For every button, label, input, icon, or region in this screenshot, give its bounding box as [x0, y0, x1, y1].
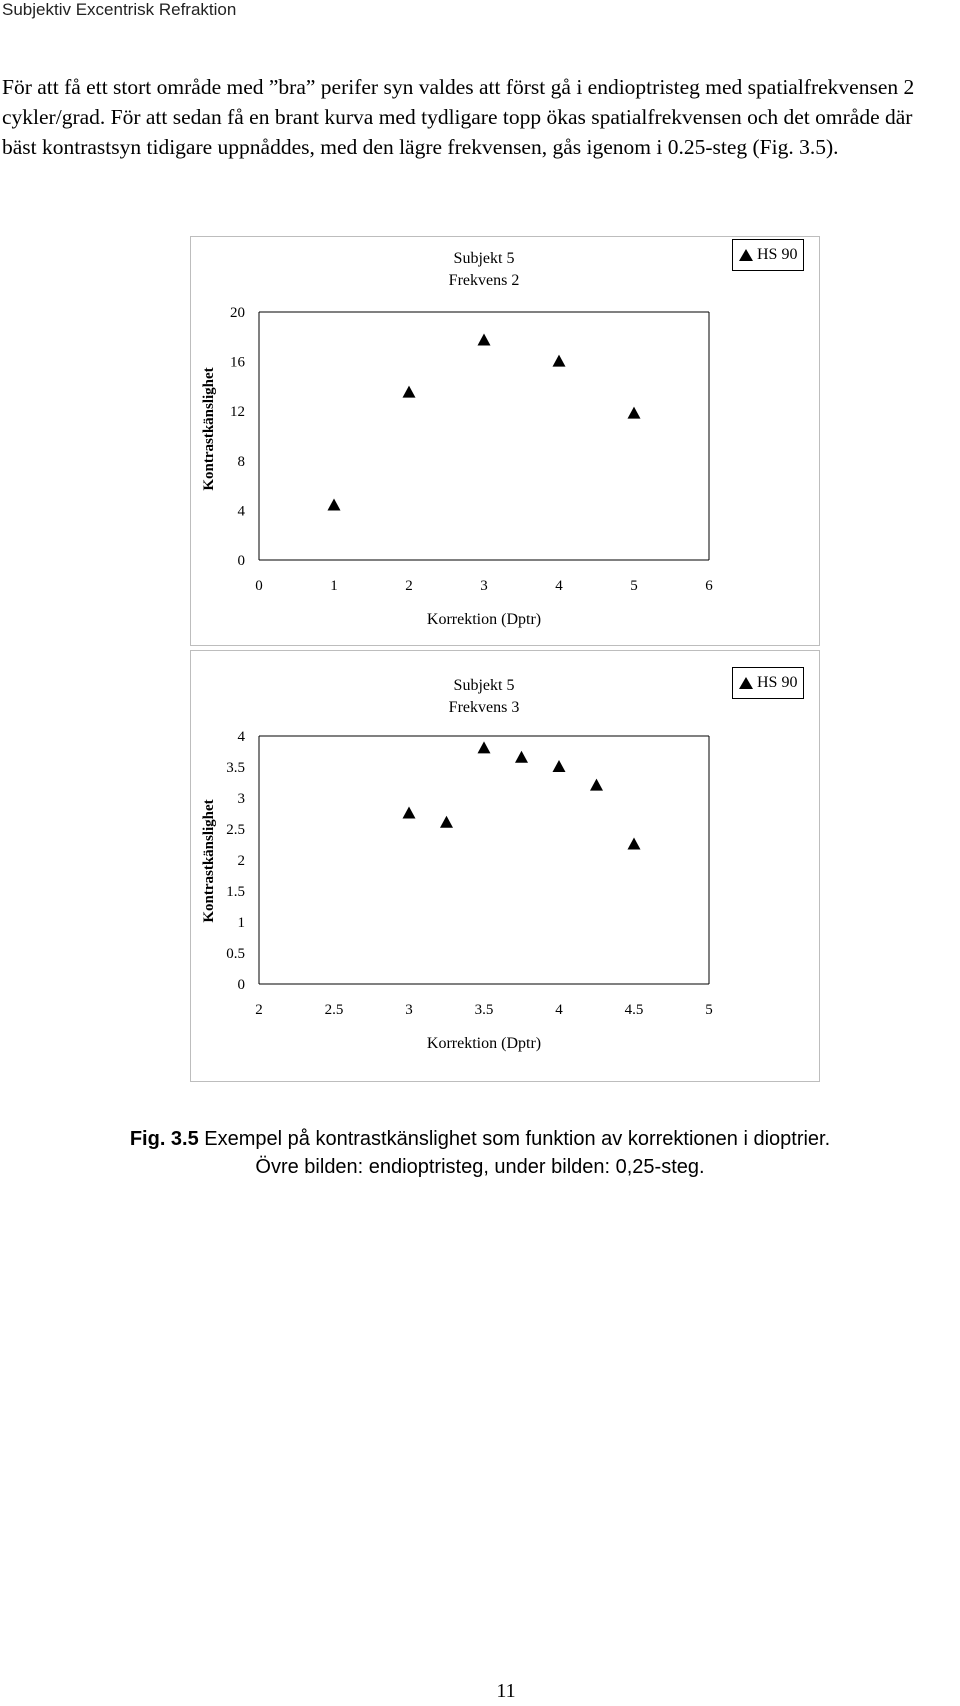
x-tick-label: 5: [630, 578, 638, 594]
data-point-triangle: [403, 807, 416, 819]
x-tick-label: 6: [705, 578, 713, 594]
x-tick-label: 3.5: [474, 1002, 494, 1018]
y-tick-label: 3.5: [226, 760, 245, 776]
x-axis-label: Korrektion (Dptr): [426, 611, 542, 628]
y-tick-label: 1.5: [226, 884, 245, 900]
x-tick-label: 2.5: [324, 1002, 344, 1018]
data-point-triangle: [515, 751, 528, 763]
x-tick-label: 3: [405, 1002, 413, 1018]
chart-subtitle: Frekvens 2: [448, 272, 520, 289]
x-tick-label: 1: [330, 578, 338, 594]
triangle-marker-icon: [739, 249, 753, 261]
y-tick-label: 4: [237, 729, 245, 745]
x-tick-label: 2: [405, 578, 413, 594]
x-axis-label: Korrektion (Dptr): [426, 1035, 542, 1052]
y-axis-label: Kontrastkänslighet: [201, 367, 217, 491]
x-tick-label: 0: [255, 578, 263, 594]
y-tick-label: 12: [230, 404, 245, 421]
data-point-triangle: [478, 741, 491, 753]
x-tick-label: 3: [480, 578, 488, 594]
legend-label: HS 90: [757, 674, 798, 691]
data-point-triangle: [590, 779, 603, 791]
body-paragraph: För att få ett stort område med ”bra” perifer syn valdes att först gå i endioptristeg med spatialfrekvensen 2 cykler/grad. För att sedan få en brant kurva med tydligare topp ökas spatialfrekvensen och det område där bäst kontrastsyn tidigare uppnåddes, med den lägre frekvensen, gås igenom i 0.25-steg (Fig. 3.5).: [2, 75, 915, 159]
chart-frekvens-3-svg: [191, 651, 819, 1081]
data-point-triangle: [478, 334, 491, 346]
chart-subtitle: Frekvens 3: [448, 699, 520, 716]
x-tick-label: 4.5: [624, 1002, 644, 1018]
y-tick-label: 0: [237, 553, 245, 569]
y-tick-label: 8: [237, 453, 245, 470]
data-point-triangle: [553, 355, 566, 367]
chart-legend: [732, 667, 804, 699]
chart-frekvens-2-svg: [191, 237, 819, 645]
y-tick-label: 3: [237, 791, 245, 807]
running-header: Subjektiv Excentrisk Refraktion: [2, 0, 237, 19]
data-point-triangle: [553, 760, 566, 772]
page-number: 11: [496, 1680, 516, 1702]
legend-label: HS 90: [757, 246, 798, 263]
y-tick-label: 2.5: [226, 822, 245, 838]
x-tick-label: 4: [555, 1002, 563, 1018]
chart-legend: [732, 239, 804, 271]
caption-line-1: Exempel på kontrastkänslighet som funktion av korrektionen i dioptrier.: [198, 1128, 831, 1150]
x-tick-label: 5: [705, 1002, 713, 1018]
data-point-triangle: [628, 838, 641, 850]
y-axis-label: Kontrastkänslighet: [201, 799, 217, 923]
x-tick-label: 4: [555, 578, 563, 594]
caption-label: Fig. 3.5: [129, 1128, 199, 1150]
data-point-triangle: [440, 816, 453, 828]
y-tick-label: 4: [237, 503, 245, 520]
y-tick-label: 0: [237, 977, 245, 993]
data-point-triangle: [403, 386, 416, 398]
triangle-marker-icon: [739, 677, 753, 689]
chart-title: Subjekt 5: [453, 250, 515, 267]
y-tick-label: 2: [237, 853, 245, 869]
caption-line-2: Övre bilden: endioptristeg, under bilden: 0,25-steg.: [255, 1156, 705, 1178]
chart-frekvens-3: [190, 650, 820, 1082]
data-point-triangle: [328, 498, 341, 510]
y-tick-label: 1: [237, 915, 245, 931]
y-tick-label: 20: [230, 305, 245, 321]
y-tick-label: 16: [230, 354, 245, 371]
data-point-triangle: [628, 407, 641, 419]
y-tick-label: 0.5: [226, 946, 245, 962]
x-tick-label: 2: [255, 1002, 263, 1018]
chart-frekvens-2: [190, 236, 820, 646]
figure-caption: [0, 1125, 960, 1181]
chart-title: Subjekt 5: [453, 677, 515, 694]
